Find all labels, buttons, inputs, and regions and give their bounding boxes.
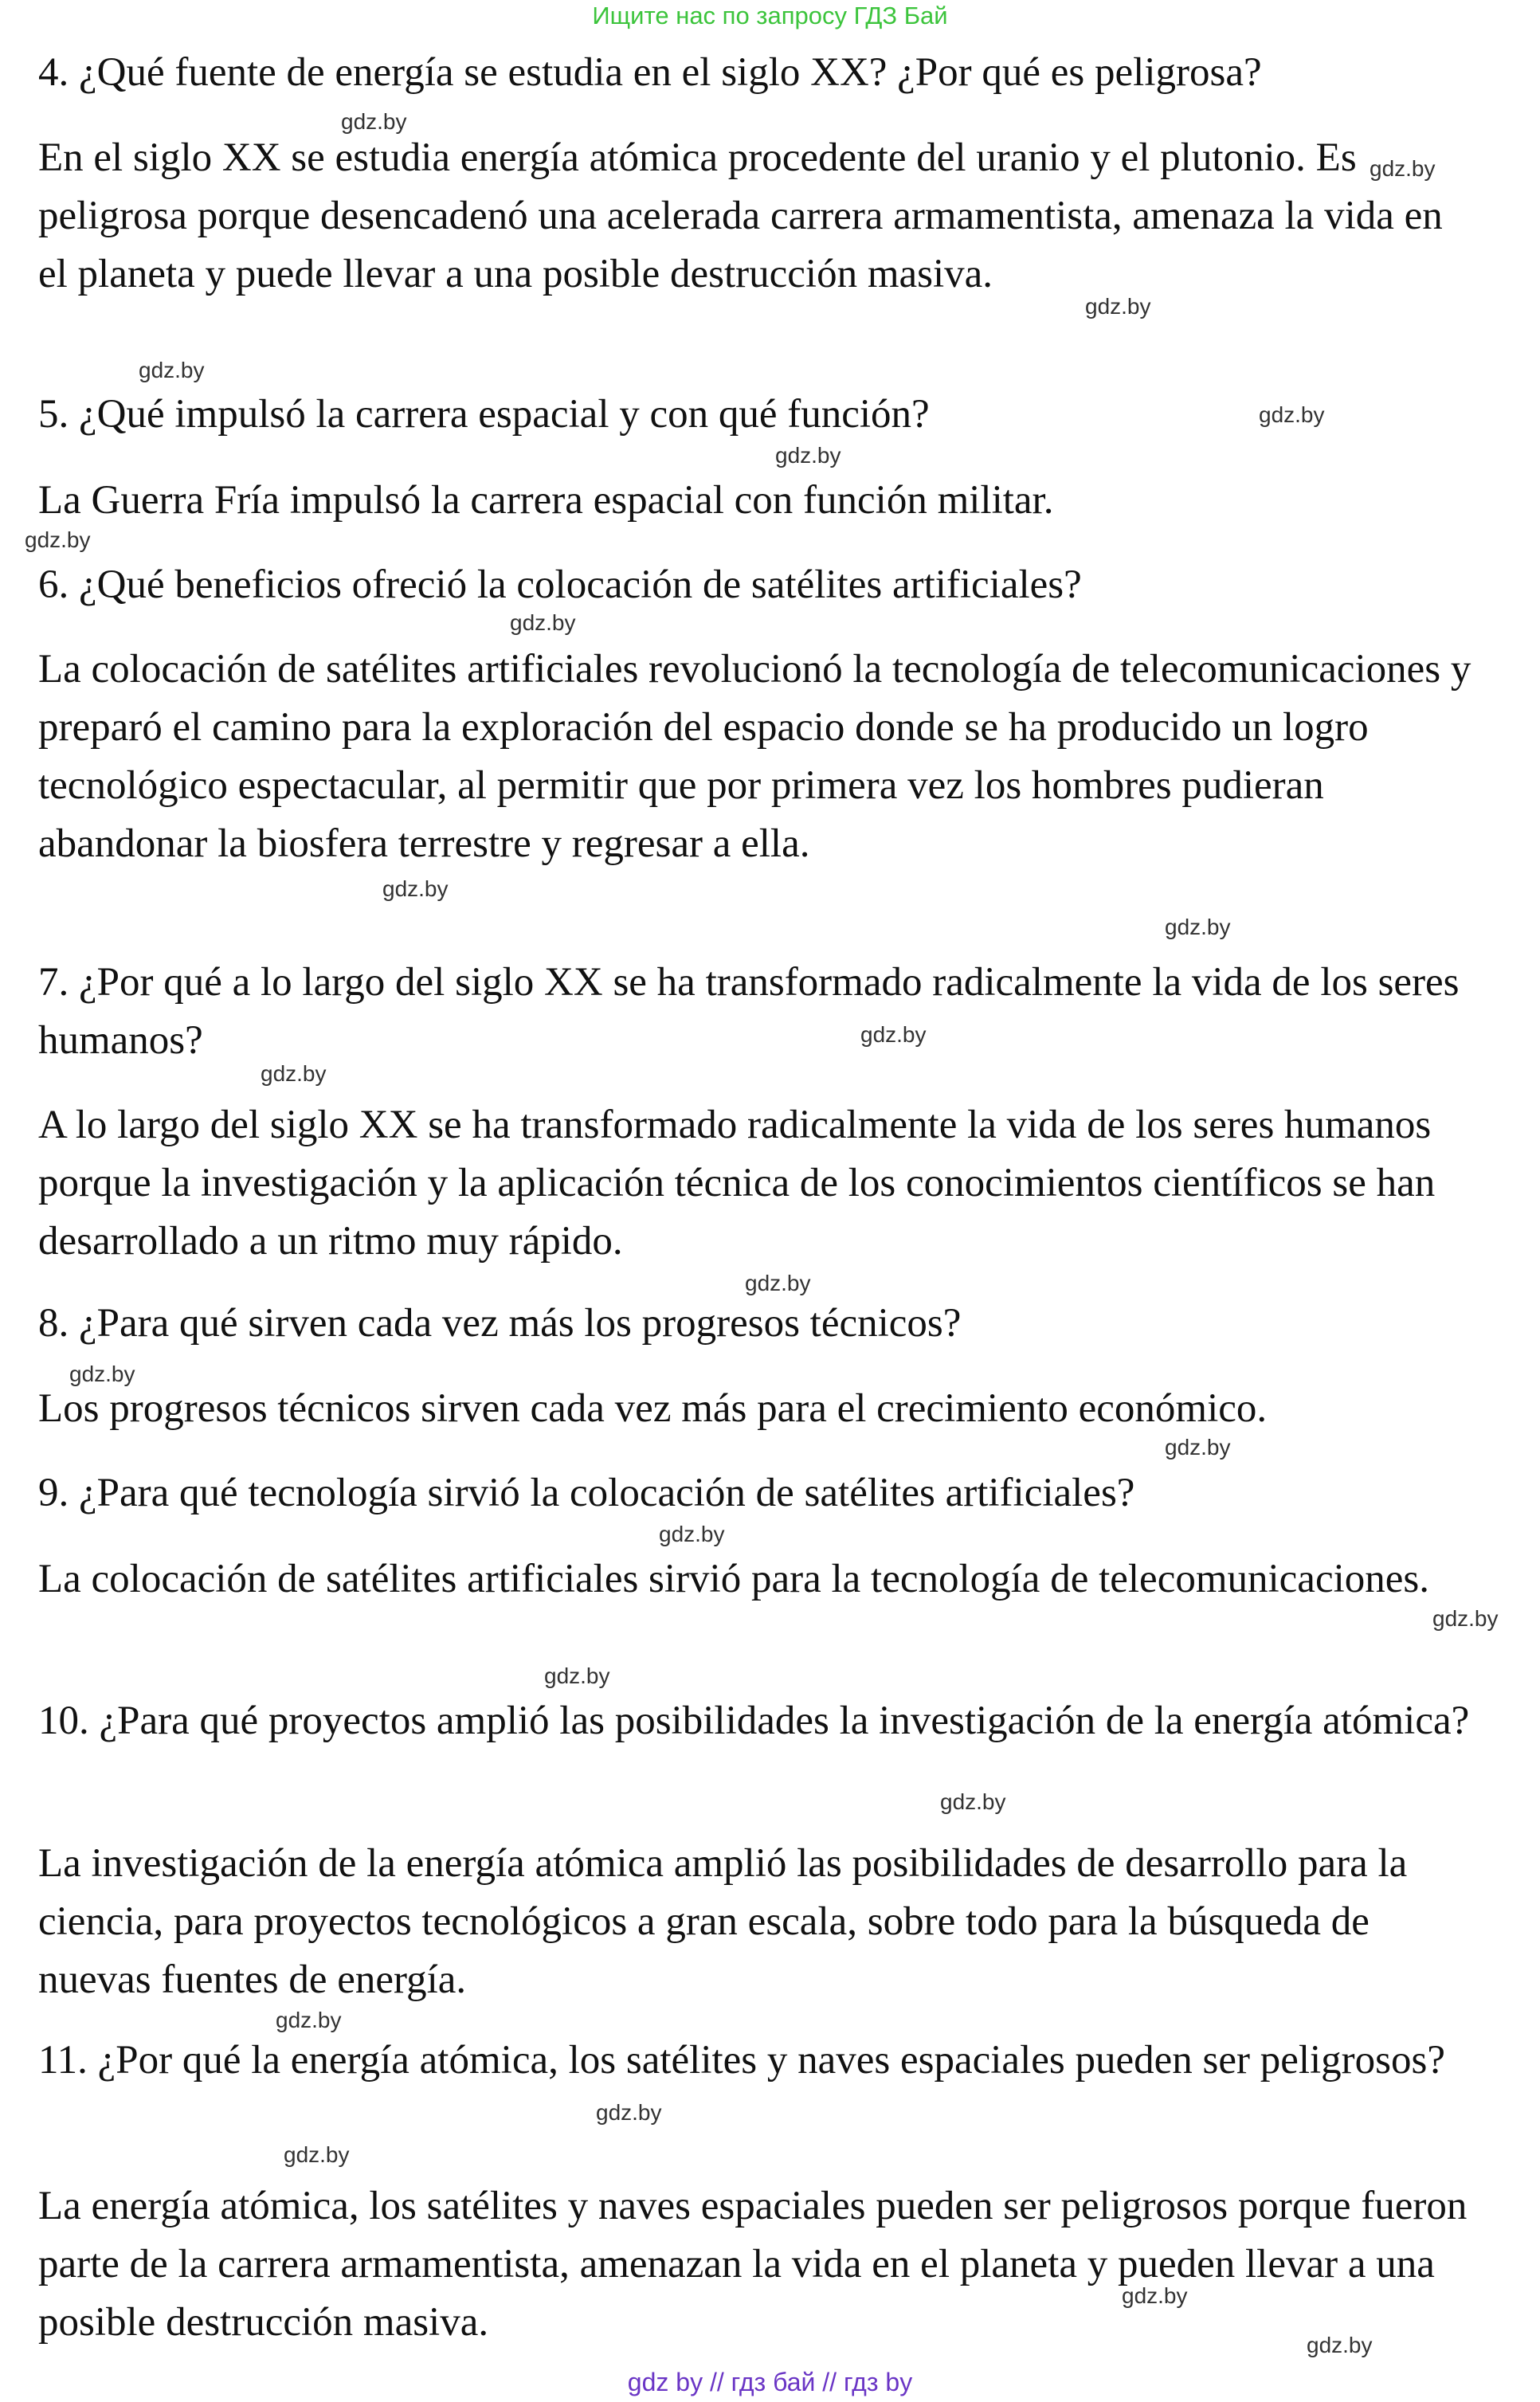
watermark: gdz.by: [596, 2100, 662, 2125]
watermark: gdz.by: [1165, 915, 1231, 939]
watermark: gdz.by: [860, 1022, 927, 1047]
answer-4: En el siglo XX se estudia energía atómica procedente del uranio y el plutonio. Es peligrosa porque desencadenó una acelerada carrera armamentista, amenaza la vida en el planeta y puede llevar a una posible destrucción masiva.: [38, 135, 1443, 296]
watermark: gdz.by: [940, 1789, 1006, 1814]
watermark: gdz.by: [25, 527, 91, 552]
watermark: gdz.by: [510, 610, 576, 635]
watermark: gdz.by: [1370, 156, 1436, 181]
watermark: gdz.by: [544, 1663, 610, 1688]
watermark: gdz.by: [341, 109, 407, 134]
question-8: 8. ¿Para qué sirven cada vez más los progresos técnicos?: [38, 1301, 962, 1346]
question-9: 9. ¿Para qué tecnología sirvió la colocación de satélites artificiales?: [38, 1471, 1135, 1515]
watermark: gdz.by: [1432, 1606, 1499, 1631]
watermark: gdz.by: [261, 1061, 327, 1086]
answer-8: Los progresos técnicos sirven cada vez más para el crecimiento económico.: [38, 1386, 1268, 1431]
watermark: gdz.by: [382, 876, 449, 901]
answer-9: La colocación de satélites artificiales sirvió para la tecnología de telecomunicaciones.: [38, 1557, 1429, 1601]
question-11: 11. ¿Por qué la energía atómica, los satélites y naves espaciales pueden ser peligrosos?: [38, 2038, 1445, 2083]
question-10: 10. ¿Para qué proyectos amplió las posibilidades la investigación de la energía atómica?: [38, 1699, 1470, 1743]
question-4: 4. ¿Qué fuente de energía se estudia en el siglo XX? ¿Por qué es peligrosa?: [38, 50, 1262, 95]
question-7: 7. ¿Por qué a lo largo del siglo XX se ha transformado radicalmente la vida de los seres humanos?: [38, 960, 1460, 1063]
watermark: gdz.by: [1307, 2333, 1373, 2357]
watermark: gdz.by: [1165, 1435, 1231, 1460]
watermark: gdz.by: [69, 1362, 135, 1386]
answer-5: La Guerra Fría impulsó la carrera espacial con función militar.: [38, 478, 1054, 523]
watermark: gdz.by: [1085, 294, 1151, 319]
watermark: gdz.by: [745, 1271, 811, 1295]
watermark: gdz.by: [284, 2142, 350, 2167]
answer-6: La colocación de satélites artificiales revolucionó la tecnología de telecomunicaciones y preparó el camino para la exploración del espacio donde se ha producido un logro tecnológico espectacular, al permitir que por primera vez los hombres pudieran abandonar la biosfera terrestre y regresar a ella.: [38, 647, 1471, 866]
footer-banner[interactable]: gdz by // гдз бай // гдз by: [627, 2368, 913, 2396]
top-banner[interactable]: Ищите нас по запросу ГДЗ Бай: [592, 2, 948, 29]
question-6: 6. ¿Qué beneficios ofreció la colocación de satélites artificiales?: [38, 562, 1082, 607]
watermark: gdz.by: [775, 443, 841, 468]
watermark: gdz.by: [139, 358, 205, 382]
answer-11: La energía atómica, los satélites y naves espaciales pueden ser peligrosos porque fueron parte de la carrera armamentista, amenazan la vida en el planeta y pueden llevar a una posible destrucción masiva.: [38, 2184, 1468, 2345]
watermark: gdz.by: [276, 2008, 342, 2032]
watermark: gdz.by: [1122, 2283, 1188, 2308]
watermark: gdz.by: [1259, 402, 1325, 427]
watermark: gdz.by: [659, 1522, 725, 1546]
answer-7: A lo largo del siglo XX se ha transformado radicalmente la vida de los seres humanos porque la investigación y la aplicación técnica de los conocimientos científicos se han desarrollado a un ritmo muy rápido.: [38, 1103, 1436, 1264]
question-5: 5. ¿Qué impulsó la carrera espacial y con qué función?: [38, 392, 930, 437]
answer-10: La investigación de la energía atómica amplió las posibilidades de desarrollo para la ciencia, para proyectos tecnológicos a gran escala, sobre todo para la búsqueda de nuevas fuentes de energía.: [38, 1841, 1408, 2002]
